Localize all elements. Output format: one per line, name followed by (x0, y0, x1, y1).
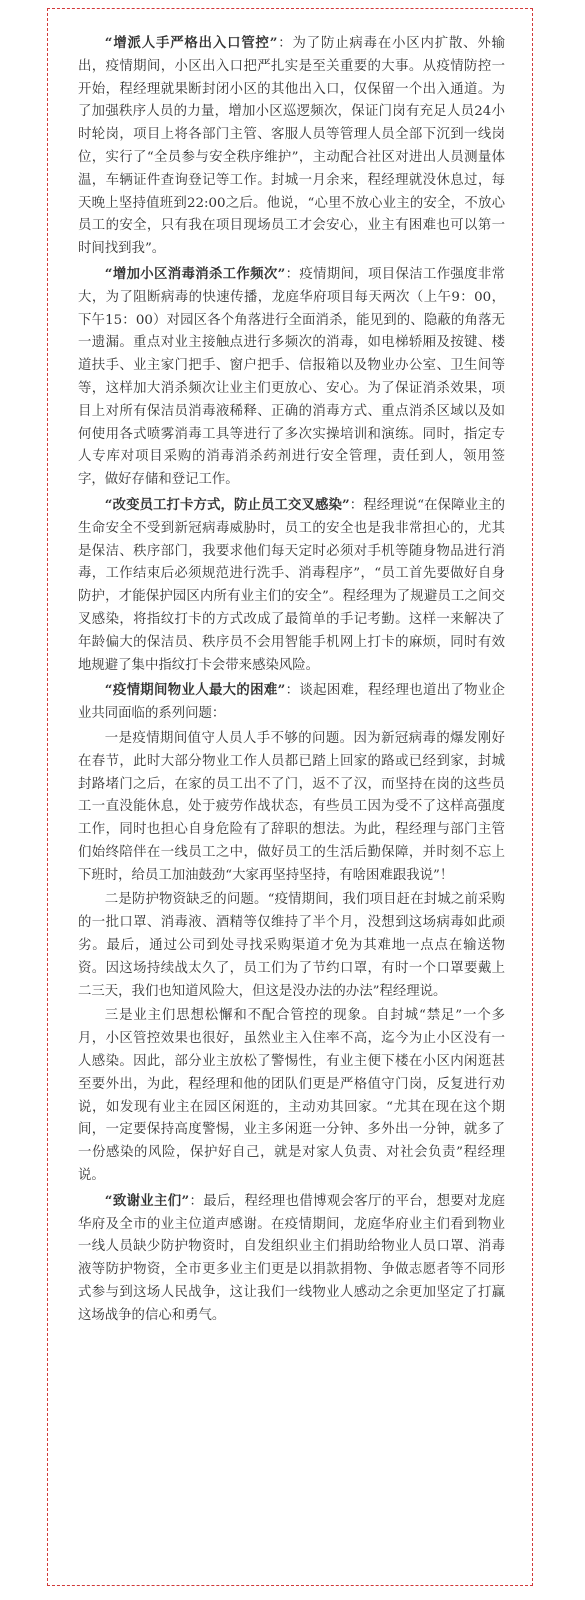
paragraph-thanks (78, 1190, 505, 1328)
paragraph-text: ：疫情期间，项目保洁工作强度非常大，为了阻断病毒的快速传播，龙庭华府项目每天两次（上午9：00，下午15：00）对园区各个角落进行全面消杀，能见到的、隐蔽的角落无一遗漏。重点对业主接触点进行多频次的消毒，如电梯轿厢及按键、楼道扶手、业主家门把手、窗户把手、信报箱以及物业办公室、卫生间等等，这样加大消杀频次让业主们更放心、安心。为了保证消杀效果，项目上对所有保洁员消毒液稀释、正确的消毒方式、重点消杀区域以及如何使用各式喷雾消毒工具等进行了多次实操培训和演练。同时，指定专人专库对项目采购的消毒消杀药剂进行安全管理，责任到人，领用签字，做好存储和登记工作。 (78, 266, 506, 488)
paragraph-heading: “疫情期间物业人最大的困难” (104, 682, 286, 699)
article-body (78, 32, 505, 1328)
paragraph-difficulties (78, 679, 505, 726)
paragraph-staffing (78, 728, 505, 888)
paragraph-supplies (78, 889, 505, 1003)
paragraph-disinfection (78, 263, 505, 492)
paragraph-owners (78, 1005, 505, 1187)
paragraph-text: ：谈起困难，程经理也道出了物业企业共同面临的系列问题： (78, 683, 506, 722)
paragraph-heading: “增加小区消毒消杀工作频次” (104, 265, 286, 282)
paragraph-text: 一是疫情期间值守人员人手不够的问题。因为新冠病毒的爆发刚好在春节，此时大部分物业工作人员都已踏上回家的路或已经到家，封城封路堵门之后，在家的员工出不了门，返不了汉，而坚持在岗的这些员工一直没能休息，处于疲劳作战状态，有些员工因为受不了这样高强度工作，同时也担心自身危险有了辞职的想法。为此，程经理与部门主管们始终陪伴在一线员工之中，做好员工的生活后勤保障，并时刻不忘上下班时，给员工加油鼓劲“大家再坚持坚持，有啥困难跟我说”！ (78, 730, 505, 883)
paragraph-entrance-control (78, 32, 505, 261)
paragraph-text: 三是业主们思想松懈和不配合管控的现象。自封城“禁足”一个多月，小区管控效果也很好，虽然业主入住率不高，迄今为止小区没有一人感染。因此，部分业主放松了警惕性，有业主便下楼在小区内闲逛甚至要外出，为此，程经理和他的团队们更是严格值守门岗，反复进行劝说，如发现有业主在园区闲逛的，主动劝其回家。“尤其在现在这个期间，一定要保持高度警惕，业主多闲逛一分钟、多外出一分钟，就多了一份感染的风险，保护好自己，就是对家人负责、对社会负责”程经理说。 (78, 1008, 505, 1184)
paragraph-text: ：最后，程经理也借博观会客厅的平台，想要对龙庭华府及全市的业主位道声感谢。在疫情期间，龙庭华府业主们看到物业一线人员缺少防护物资时，自发组织业主们捐助给物业人员口罩、消毒液等防护物资，全市更多业主们更是以捐款捐物、争做志愿者等不同形式参与到这场人民战争，这让我们一线物业人感动之余更加坚定了打赢这场战争的信心和勇气。 (78, 1193, 506, 1323)
paragraph-heading: “改变员工打卡方式，防止员工交叉感染” (104, 496, 350, 513)
paragraph-text: ：程经理说“在保障业主的生命安全不受到新冠病毒威胁时，员工的安全也是我非常担心的，尤其是保洁、秩序部门，我要求他们每天定时必须对手机等随身物品进行消毒，工作结束后必须规范进行洗手、消毒程序”，“员工首先要做好自身防护，才能保护园区内所有业主们的安全”。程经理为了规避员工之间交叉感染，将指纹打卡的方式改成了最简单的手记考勤。这样一来解决了年龄偏大的保洁员、秩序员不会用智能手机网上打卡的麻烦，同时有效地规避了集中指纹打卡会带来感染风险。 (78, 497, 505, 673)
paragraph-text: 二是防护物资缺乏的问题。“疫情期间，我们项目赶在封城之前采购的一批口罩、消毒液、酒精等仅维持了半个月，没想到这场病毒如此顽劣。最后，通过公司到处寻找采购渠道才免为其难地一点点在输送物资。因这场持续战太久了，员工们为了节约口罩，有时一个口罩要戴上二三天，我们也知道风险大，但这是没办法的办法”程经理说。 (78, 892, 505, 999)
paragraph-text: ：为了防止病毒在小区内扩散、外输出，疫情期间，小区出入口把严扎实是至关重要的大事。从疫情防控一开始，程经理就果断封闭小区的其他出入口，仅保留一个出入通道。为了加强秩序人员的力量，增加小区巡逻频次，保证门岗有充足人员24小时轮岗，项目上将各部门主管、客服人员等管理人员全部下沉到一线岗位，实行了“全员参与安全秩序维护”，主动配合社区对进出人员测量体温，车辆证件查询登记等工作。封城一月余来，程经理就没休息过，每天晚上坚持值班到22:00之后。他说，“心里不放心业主的安全，不放心员工的安全，只有我在项目现场员工才会安心，业主有困难也可以第一时间找到我”。 (78, 36, 506, 257)
paragraph-heading: “增派人手严格出入口管控” (104, 35, 278, 51)
paragraph-clock-in (78, 494, 505, 677)
paragraph-heading: “致谢业主们” (104, 1192, 190, 1209)
